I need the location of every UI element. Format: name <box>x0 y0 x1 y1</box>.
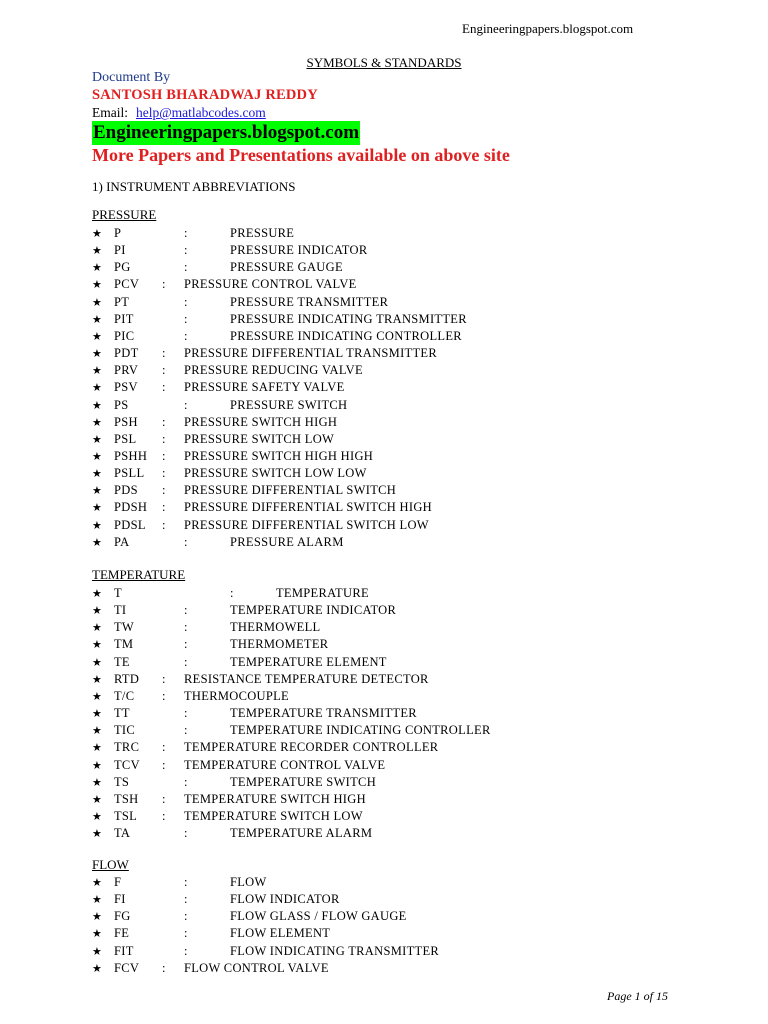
star-bullet-icon: ★ <box>92 944 103 958</box>
abbreviation-row <box>92 518 732 535</box>
abbreviation-description: FLOW CONTROL VALVE <box>184 960 329 975</box>
abbreviation-description: PRESSURE INDICATOR <box>230 243 368 258</box>
star-bullet-icon: ★ <box>92 792 103 806</box>
abbreviation-code: PSL <box>114 431 137 446</box>
abbreviation-row <box>92 689 732 706</box>
abbreviation-colon: : <box>184 943 188 958</box>
abbreviation-row <box>92 483 732 500</box>
abbreviation-colon: : <box>184 243 188 258</box>
abbreviation-colon: : <box>162 740 166 755</box>
star-bullet-icon: ★ <box>92 261 103 275</box>
abbreviation-colon: : <box>184 654 188 669</box>
abbreviation-colon: : <box>162 380 166 395</box>
abbreviation-description: TEMPERATURE INDICATING CONTROLLER <box>230 723 491 738</box>
abbreviation-description: PRESSURE <box>230 226 295 240</box>
abbreviation-colon: : <box>230 586 234 600</box>
abbreviation-colon: : <box>162 791 166 806</box>
abbreviation-row <box>92 809 732 826</box>
abbreviation-colon: : <box>162 363 166 378</box>
abbreviation-code: TA <box>114 826 131 841</box>
abbreviation-description: TEMPERATURE SWITCH <box>230 774 377 789</box>
abbreviation-code: PIT <box>114 311 134 326</box>
abbreviation-code: PI <box>114 243 126 258</box>
abbreviation-code: FIT <box>114 943 134 958</box>
abbreviation-description: FLOW <box>230 875 267 889</box>
star-bullet-icon: ★ <box>92 432 103 446</box>
abbreviation-colon: : <box>162 960 166 975</box>
abbreviation-row <box>92 500 732 517</box>
abbreviation-code: PSH <box>114 414 138 429</box>
star-bullet-icon: ★ <box>92 724 103 738</box>
abbreviation-code: F <box>114 875 122 889</box>
star-bullet-icon: ★ <box>92 415 103 429</box>
abbreviation-row <box>92 363 732 380</box>
abbreviation-description: TEMPERATURE RECORDER CONTROLLER <box>184 740 439 755</box>
abbreviation-row <box>92 432 732 449</box>
abbreviation-row <box>92 312 732 329</box>
abbreviation-code: TW <box>114 620 135 635</box>
abbreviation-colon: : <box>162 757 166 772</box>
abbreviation-code: T <box>114 586 122 600</box>
document-title: SYMBOLS & STANDARDS <box>306 55 462 70</box>
star-bullet-icon: ★ <box>92 961 103 975</box>
star-bullet-icon: ★ <box>92 364 103 378</box>
star-bullet-icon: ★ <box>92 910 103 924</box>
star-bullet-icon: ★ <box>92 227 103 240</box>
abbreviation-colon: : <box>184 826 188 841</box>
abbreviation-description: THERMOCOUPLE <box>184 688 289 703</box>
star-bullet-icon: ★ <box>92 295 103 309</box>
section-heading-flow: FLOW <box>92 857 129 872</box>
abbreviation-code: TI <box>114 603 127 618</box>
email-line <box>92 105 266 121</box>
abbreviation-colon: : <box>184 620 188 635</box>
abbreviation-row <box>92 415 732 432</box>
abbreviation-code: TSH <box>114 791 139 806</box>
star-bullet-icon: ★ <box>92 741 103 755</box>
abbreviation-colon: : <box>184 909 188 924</box>
abbreviation-row <box>92 329 732 346</box>
abbreviation-row <box>92 346 732 363</box>
abbreviation-description: PRESSURE INDICATING CONTROLLER <box>230 328 462 343</box>
star-bullet-icon: ★ <box>92 347 103 361</box>
section-heading-temperature: TEMPERATURE <box>92 567 186 582</box>
abbreviation-row <box>92 875 732 892</box>
star-bullet-icon: ★ <box>92 876 103 889</box>
star-bullet-icon: ★ <box>92 398 103 412</box>
abbreviation-description: PRESSURE DIFFERENTIAL SWITCH LOW <box>184 517 429 532</box>
abbreviation-description: PRESSURE SAFETY VALVE <box>184 380 345 395</box>
abbreviation-description: PRESSURE CONTROL VALVE <box>184 277 357 292</box>
abbreviation-description: PRESSURE GAUGE <box>230 260 343 275</box>
author-name: SANTOSH BHARADWAJ REDDY <box>92 87 318 103</box>
star-bullet-icon: ★ <box>92 484 103 498</box>
star-bullet-icon: ★ <box>92 672 103 686</box>
abbreviation-colon: : <box>162 688 166 703</box>
abbreviation-code: RTD <box>114 671 140 686</box>
section-heading-pressure: PRESSURE <box>92 207 157 222</box>
abbreviation-description: TEMPERATURE TRANSMITTER <box>230 706 417 721</box>
star-bullet-icon: ★ <box>92 638 103 652</box>
abbreviation-code: PSHH <box>114 448 148 463</box>
abbreviation-code: FE <box>114 926 130 941</box>
abbreviation-description: FLOW ELEMENT <box>230 926 331 941</box>
section-heading-abbreviations: 1) INSTRUMENT ABBREVIATIONS <box>92 179 296 194</box>
abbreviation-code: PT <box>114 294 130 309</box>
abbreviation-row <box>92 226 732 243</box>
abbreviation-colon: : <box>162 414 166 429</box>
star-bullet-icon: ★ <box>92 707 103 721</box>
abbreviation-code: TSL <box>114 808 138 823</box>
abbreviation-code: FI <box>114 892 126 907</box>
abbreviation-row <box>92 826 732 843</box>
abbreviation-row <box>92 586 732 603</box>
abbreviation-description: RESISTANCE TEMPERATURE DETECTOR <box>184 671 429 686</box>
abbreviation-row <box>92 740 732 757</box>
abbreviation-colon: : <box>162 500 166 515</box>
abbreviation-colon: : <box>162 448 166 463</box>
abbreviation-row <box>92 535 732 552</box>
abbreviation-code: PDSH <box>114 500 148 515</box>
star-bullet-icon: ★ <box>92 809 103 823</box>
abbreviation-code: PDS <box>114 483 138 498</box>
abbreviation-description: PRESSURE SWITCH HIGH <box>184 414 338 429</box>
abbreviation-row <box>92 260 732 277</box>
abbreviation-colon: : <box>162 346 166 361</box>
abbreviation-description: FLOW GLASS / FLOW GAUGE <box>230 909 407 924</box>
abbreviation-colon: : <box>184 603 188 618</box>
abbreviation-code: TT <box>114 706 130 721</box>
abbreviation-colon: : <box>162 517 166 532</box>
abbreviation-colon: : <box>184 892 188 907</box>
abbreviation-colon: : <box>162 483 166 498</box>
star-bullet-icon: ★ <box>92 329 103 343</box>
abbreviation-code: P <box>114 226 122 240</box>
abbreviation-description: FLOW INDICATOR <box>230 892 340 907</box>
star-bullet-icon: ★ <box>92 655 103 669</box>
abbreviation-colon: : <box>184 294 188 309</box>
star-bullet-icon: ★ <box>92 449 103 463</box>
star-bullet-icon: ★ <box>92 312 103 326</box>
abbreviation-description: PRESSURE SWITCH HIGH HIGH <box>184 448 374 463</box>
abbreviation-description: TEMPERATURE SWITCH HIGH <box>184 791 366 806</box>
abbreviation-description: PRESSURE ALARM <box>230 534 344 549</box>
abbreviation-colon: : <box>184 397 188 412</box>
abbreviation-code: TM <box>114 637 134 652</box>
header-site-text: Engineeringpapers.blogspot.com <box>462 21 634 36</box>
abbreviation-row <box>92 672 732 689</box>
abbreviation-code: PRV <box>114 363 139 378</box>
abbreviation-row <box>92 909 732 926</box>
star-bullet-icon: ★ <box>92 535 103 549</box>
star-bullet-icon: ★ <box>92 467 103 481</box>
abbreviation-code: PSV <box>114 380 138 395</box>
abbreviation-code: TS <box>114 774 130 789</box>
abbreviation-colon: : <box>184 774 188 789</box>
abbreviation-code: TRC <box>114 740 140 755</box>
abbreviation-description: PRESSURE DIFFERENTIAL TRANSMITTER <box>184 346 437 361</box>
abbreviation-row <box>92 603 732 620</box>
abbreviation-description: PRESSURE SWITCH LOW <box>184 431 335 446</box>
abbreviation-description: TEMPERATURE ELEMENT <box>230 654 387 669</box>
abbreviation-code: PDSL <box>114 517 146 532</box>
abbreviation-row <box>92 449 732 466</box>
abbreviation-description: PRESSURE REDUCING VALVE <box>184 363 363 378</box>
abbreviation-description: PRESSURE INDICATING TRANSMITTER <box>230 311 467 326</box>
abbreviation-colon: : <box>162 277 166 292</box>
abbreviation-row <box>92 792 732 809</box>
abbreviation-row <box>92 961 732 978</box>
star-bullet-icon: ★ <box>92 689 103 703</box>
abbreviation-row <box>92 892 732 909</box>
abbreviation-row <box>92 706 732 723</box>
abbreviation-row <box>92 637 732 654</box>
star-bullet-icon: ★ <box>92 827 103 841</box>
abbreviation-colon: : <box>184 534 188 549</box>
abbreviation-row <box>92 944 732 961</box>
abbreviation-colon: : <box>162 671 166 686</box>
star-bullet-icon: ★ <box>92 244 103 258</box>
star-bullet-icon: ★ <box>92 501 103 515</box>
abbreviation-code: PSLL <box>114 466 145 481</box>
abbreviation-description: PRESSURE TRANSMITTER <box>230 294 389 309</box>
abbreviation-row <box>92 380 732 397</box>
abbreviation-colon: : <box>184 328 188 343</box>
star-bullet-icon: ★ <box>92 381 103 395</box>
abbreviation-description: FLOW INDICATING TRANSMITTER <box>230 943 440 958</box>
page-number: Page 1 of 15 <box>607 989 668 1003</box>
abbreviation-code: TCV <box>114 757 140 772</box>
abbreviation-colon: : <box>184 637 188 652</box>
abbreviation-row <box>92 243 732 260</box>
abbreviation-row <box>92 775 732 792</box>
more-papers-notice: More Papers and Presentations available on above site <box>92 145 510 165</box>
star-bullet-icon: ★ <box>92 518 103 532</box>
star-bullet-icon: ★ <box>92 621 103 635</box>
abbreviation-row <box>92 655 732 672</box>
abbreviation-row <box>92 620 732 637</box>
abbreviation-row <box>92 758 732 775</box>
abbreviation-code: FCV <box>114 960 140 975</box>
abbreviation-description: TEMPERATURE <box>276 586 369 600</box>
star-bullet-icon: ★ <box>92 927 103 941</box>
star-bullet-icon: ★ <box>92 893 103 907</box>
abbreviation-code: PS <box>114 397 129 412</box>
abbreviation-code: FG <box>114 909 131 924</box>
abbreviation-description: PRESSURE SWITCH <box>230 397 348 412</box>
abbreviation-colon: : <box>184 260 188 275</box>
abbreviation-description: TEMPERATURE ALARM <box>230 826 373 841</box>
abbreviation-row <box>92 398 732 415</box>
abbreviation-description: TEMPERATURE INDICATOR <box>230 603 397 618</box>
abbreviation-code: TE <box>114 654 130 669</box>
abbreviation-description: PRESSURE SWITCH LOW LOW <box>184 466 367 481</box>
abbreviation-code: PG <box>114 260 131 275</box>
abbreviation-row <box>92 466 732 483</box>
abbreviation-description: PRESSURE DIFFERENTIAL SWITCH <box>184 483 397 498</box>
abbreviation-row <box>92 277 732 294</box>
abbreviation-row <box>92 295 732 312</box>
star-bullet-icon: ★ <box>92 758 103 772</box>
email-label: Email: <box>92 105 128 120</box>
abbreviation-colon: : <box>162 431 166 446</box>
abbreviation-colon: : <box>162 466 166 481</box>
star-bullet-icon: ★ <box>92 775 103 789</box>
abbreviation-colon: : <box>184 706 188 721</box>
abbreviation-code: TIC <box>114 723 136 738</box>
star-bullet-icon: ★ <box>92 604 103 618</box>
abbreviation-description: TEMPERATURE SWITCH LOW <box>184 808 363 823</box>
star-bullet-icon: ★ <box>92 587 103 600</box>
abbreviation-description: TEMPERATURE CONTROL VALVE <box>184 757 386 772</box>
abbreviation-colon: : <box>184 226 188 240</box>
abbreviation-colon: : <box>184 723 188 738</box>
abbreviation-colon: : <box>184 926 188 941</box>
star-bullet-icon: ★ <box>92 278 103 292</box>
abbreviation-description: THERMOMETER <box>230 637 329 652</box>
document-by-label: Document By <box>92 70 171 85</box>
abbreviation-description: PRESSURE DIFFERENTIAL SWITCH HIGH <box>184 500 432 515</box>
abbreviation-colon: : <box>184 875 188 889</box>
abbreviation-row <box>92 926 732 943</box>
highlighted-site-link: Engineeringpapers.blogspot.com <box>93 122 360 143</box>
abbreviation-code: PDT <box>114 346 139 361</box>
abbreviation-description: THERMOWELL <box>230 620 321 635</box>
abbreviation-code: PCV <box>114 277 140 292</box>
abbreviation-code: PIC <box>114 328 135 343</box>
abbreviation-code: T/C <box>114 688 135 703</box>
email-link[interactable]: help@matlabcodes.com <box>136 105 266 120</box>
abbreviation-code: PA <box>114 534 130 549</box>
abbreviation-colon: : <box>162 808 166 823</box>
abbreviation-row <box>92 723 732 740</box>
abbreviation-colon: : <box>184 311 188 326</box>
